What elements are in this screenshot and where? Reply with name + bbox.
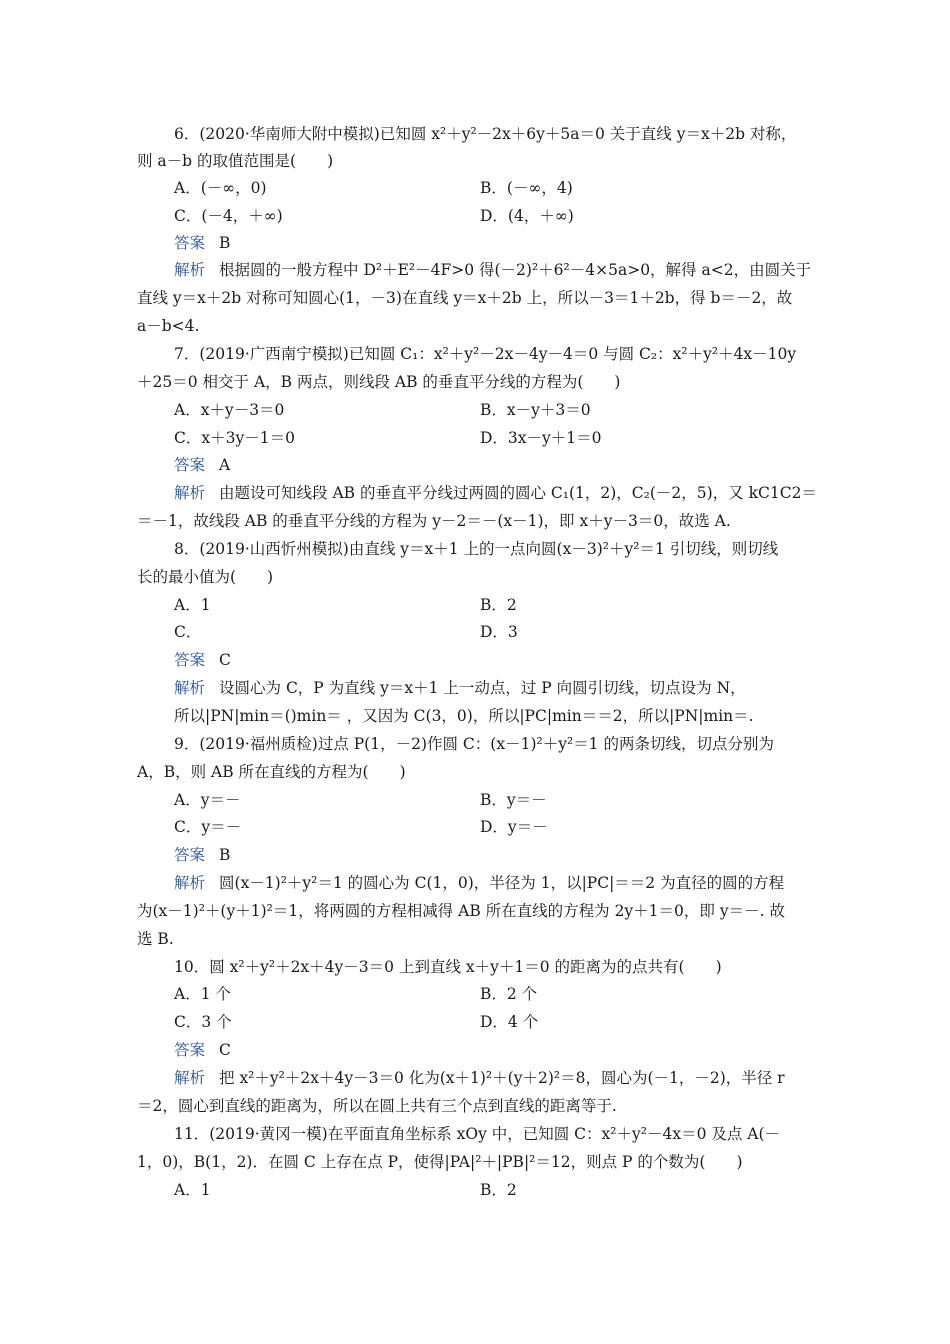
analysis-label: 解析 (174, 1069, 206, 1087)
q9-stem-line2: A，B，则 AB 所在直线的方程为( ) (137, 763, 406, 781)
q8-stem-line1: 8．(2019·山西忻州模拟)由直线 y＝x＋1 上的一点向圆(x－3)²＋y²＝1 引切线，则切线 (174, 540, 779, 558)
q10-option-d: D．4 个 (480, 1013, 539, 1031)
q6-stem-line2: 则 a－b 的取值范围是( ) (137, 152, 334, 170)
q8-stem-line2: 长的最小值为( ) (137, 568, 274, 586)
analysis-label: 解析 (174, 874, 206, 892)
q6-analysis-line2: 直线 y＝x＋2b 对称可知圆心(1，－3)在直线 y＝x＋2b 上，所以－3＝1＋2b，得 b＝－2，故 (137, 289, 793, 307)
q7-analysis-line1 (174, 483, 817, 503)
q6-option-a: A．(－∞，0) (174, 179, 267, 197)
q11-stem-line2: 1，0)，B(1，2)．在圆 C 上存在点 P，使得|PA|²＋|PB|²＝12，则点 P 的个数为( ) (137, 1153, 743, 1171)
q9-option-c: C．y＝－ (174, 818, 242, 836)
answer-value: C (219, 651, 231, 669)
analysis-text: 圆(x－1)²＋y²＝1 的圆心为 C(1，0)，半径为 1，以|PC|＝＝2 为直径的圆的方程 (219, 874, 785, 892)
q6-option-d: D．(4，＋∞) (480, 207, 574, 225)
q6-option-c: C．(－4，＋∞) (174, 207, 283, 225)
q7-option-b: B．x－y＋3＝0 (480, 401, 591, 419)
q7-option-a: A．x＋y－3＝0 (174, 401, 285, 419)
q6-analysis-line1 (174, 260, 811, 280)
q6-analysis-line3: a－b<4. (137, 317, 200, 335)
answer-value: C (219, 1041, 231, 1059)
q10-analysis-line1 (174, 1068, 785, 1088)
q11-stem-line1: 11．(2019·黄冈一模)在平面直角坐标系 xOy 中，已知圆 C：x²＋y²－4x＝0 及点 A(－ (174, 1125, 781, 1143)
q10-option-a: A．1 个 (174, 985, 231, 1003)
q8-analysis-line2: 所以|PN|min＝()min＝ ，又因为 C(3，0)，所以|PC|min＝＝2，所以|PN|min＝. (174, 707, 754, 725)
q9-stem-line1: 9．(2019·福州质检)过点 P(1，－2)作圆 C：(x－1)²＋y²＝1 的两条切线，切点分别为 (174, 735, 774, 753)
analysis-text: 由题设可知线段 AB 的垂直平分线过两圆的圆心 C₁(1，2)，C₂(－2，5)，又 kC1C2＝ (219, 484, 817, 502)
q8-option-b: B．2 (480, 596, 517, 614)
answer-label: 答案 (174, 1041, 206, 1059)
q7-analysis-line2: ＝－1，故线段 AB 的垂直平分线的方程为 y－2＝－(x－1)，即 x＋y－3＝0，故选 A. (137, 512, 731, 530)
q6-option-b: B．(－∞，4) (480, 179, 573, 197)
q7-option-c: C．x＋3y－1＝0 (174, 429, 295, 447)
q8-analysis-line1 (174, 678, 746, 698)
q9-analysis-line3: 选 B. (137, 930, 174, 948)
q10-answer (174, 1040, 231, 1060)
answer-value: A (219, 456, 231, 474)
q10-stem-line1: 10．圆 x²＋y²＋2x＋4y－3＝0 上到直线 x＋y＋1＝0 的距离为的点共有( ) (174, 958, 722, 976)
answer-label: 答案 (174, 651, 206, 669)
q9-analysis-line1 (174, 873, 784, 893)
q7-stem-line2: ＋25＝0 相交于 A，B 两点，则线段 AB 的垂直平分线的方程为( ) (137, 373, 621, 391)
answer-value: B (219, 846, 231, 864)
q8-option-c: C． (174, 623, 202, 641)
analysis-label: 解析 (174, 679, 206, 697)
analysis-text: 根据圆的一般方程中 D²＋E²－4F>0 得(－2)²＋6²－4×5a>0，解得 a<2，由圆关于 (219, 261, 812, 279)
q7-option-d: D．3x－y＋1＝0 (480, 429, 602, 447)
answer-value: B (219, 234, 231, 252)
answer-label: 答案 (174, 234, 206, 252)
q6-answer (174, 233, 230, 253)
q11-option-b: B．2 (480, 1181, 517, 1199)
q9-answer (174, 845, 230, 865)
q8-option-a: A．1 (174, 596, 211, 614)
q7-stem-line1: 7．(2019·广西南宁模拟)已知圆 C₁：x²＋y²－2x－4y－4＝0 与圆 C₂：x²＋y²＋4x－10y (174, 345, 797, 363)
q9-analysis-line2: 为(x－1)²＋(y＋1)²＝1，将两圆的方程相减得 AB 所在直线的方程为 2y＋1＝0，即 y＝－. 故 (137, 902, 785, 920)
analysis-text: 把 x²＋y²＋2x＋4y－3＝0 化为(x＋1)²＋(y＋2)²＝8，圆心为(－1，－2)，半径 r (219, 1069, 785, 1087)
q10-option-c: C．3 个 (174, 1013, 232, 1031)
q11-option-a: A．1 (174, 1181, 211, 1199)
q8-option-d: D．3 (480, 623, 518, 641)
q9-option-d: D．y＝－ (480, 818, 548, 836)
q7-answer (174, 455, 230, 475)
q10-analysis-line2: ＝2，圆心到直线的距离为，所以在圆上共有三个点到直线的距离等于. (137, 1097, 617, 1115)
answer-label: 答案 (174, 846, 206, 864)
q8-answer (174, 650, 231, 670)
answer-label: 答案 (174, 456, 206, 474)
q10-option-b: B．2 个 (480, 985, 538, 1003)
analysis-label: 解析 (174, 261, 206, 279)
q6-stem-line1: 6．(2020·华南师大附中模拟)已知圆 x²＋y²－2x＋6y＋5a＝0 关于直线 y＝x＋2b 对称， (174, 125, 797, 143)
q9-option-b: B．y＝－ (480, 791, 547, 809)
analysis-label: 解析 (174, 484, 206, 502)
q9-option-a: A．y＝－ (174, 791, 241, 809)
analysis-text: 设圆心为 C，P 为直线 y＝x＋1 上一动点，过 P 向圆引切线，切点设为 N， (219, 679, 746, 697)
